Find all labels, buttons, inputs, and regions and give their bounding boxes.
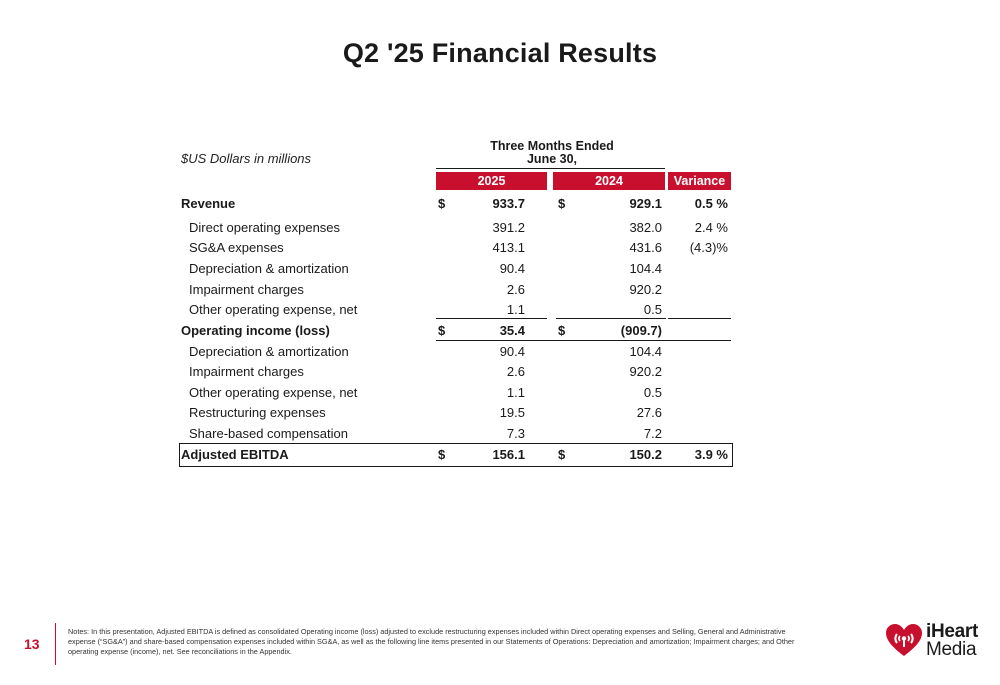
- value-2024: 0.5: [643, 385, 662, 400]
- table-row: [0, 447, 1000, 467]
- table-row: [0, 405, 1000, 425]
- rule-opinc-top-var: [668, 318, 731, 319]
- value-2024: 382.0: [629, 220, 662, 235]
- value-2025: 933.7: [492, 196, 525, 211]
- value-2025: 156.1: [492, 447, 525, 462]
- rule-opinc-top-2024: [556, 318, 666, 319]
- row-label: Impairment charges: [189, 282, 304, 297]
- table-row: [0, 282, 1000, 302]
- rule-ebitda-top: [179, 443, 733, 444]
- table-row: [0, 344, 1000, 364]
- row-label: Operating income (loss): [181, 323, 330, 338]
- row-label: Share-based compensation: [189, 426, 348, 441]
- value-2024: 431.6: [629, 240, 662, 255]
- row-label: Other operating expense, net: [189, 302, 358, 317]
- value-2024: 920.2: [629, 282, 662, 297]
- period-header-rule: [436, 168, 665, 169]
- value-2025: 2.6: [506, 282, 525, 297]
- value-2025: 90.4: [499, 344, 525, 359]
- value-2024: 0.5: [643, 302, 662, 317]
- period-header: [440, 140, 664, 166]
- value-2025: 19.5: [499, 405, 525, 420]
- value-2025: 7.3: [506, 426, 525, 441]
- page-number: 13: [24, 636, 40, 652]
- value-2024: 104.4: [629, 261, 662, 276]
- rule-ebitda-left: [179, 443, 180, 466]
- value-variance: 2.4 %: [694, 220, 728, 235]
- row-label: Direct operating expenses: [189, 220, 341, 235]
- currency-symbol-2024: $: [558, 196, 566, 211]
- value-variance: 3.9 %: [694, 447, 728, 462]
- value-2025: 391.2: [492, 220, 525, 235]
- period-header-line2: June 30,: [526, 152, 578, 166]
- page-title: Q2 '25 Financial Results: [342, 38, 658, 68]
- table-row: [0, 364, 1000, 384]
- value-2024: 150.2: [629, 447, 662, 462]
- value-2025: 2.6: [506, 364, 525, 379]
- row-label: Restructuring expenses: [189, 405, 326, 420]
- value-2024: 7.2: [643, 426, 662, 441]
- iheartmedia-logo: [884, 621, 984, 663]
- column-header-2025: 2025: [436, 172, 547, 190]
- rule-ebitda-bottom: [179, 466, 733, 467]
- value-2024: 27.6: [636, 405, 662, 420]
- table-row: [0, 261, 1000, 281]
- footer-divider: [55, 623, 56, 665]
- value-2025: 90.4: [499, 261, 525, 276]
- column-header-2024: 2024: [553, 172, 665, 190]
- currency-symbol-2024: $: [558, 323, 566, 338]
- row-label: Other operating expense, net: [189, 385, 358, 400]
- currency-symbol-2025: $: [438, 447, 446, 462]
- value-variance: 0.5 %: [694, 196, 728, 211]
- value-2024: 104.4: [629, 344, 662, 359]
- table-row: [0, 302, 1000, 322]
- row-label: Impairment charges: [189, 364, 304, 379]
- table-row: [0, 240, 1000, 260]
- row-label: Depreciation & amortization: [189, 344, 349, 359]
- row-label: Depreciation & amortization: [189, 261, 349, 276]
- rule-opinc-bottom: [436, 340, 731, 341]
- table-row: [0, 385, 1000, 405]
- period-header-line1: Three Months Ended: [490, 139, 614, 153]
- rule-opinc-top-2025: [436, 318, 547, 319]
- column-header-variance: Variance: [668, 172, 731, 190]
- table-row: [0, 196, 1000, 216]
- row-label: Revenue: [181, 196, 236, 211]
- logo-text-media: Media: [926, 639, 977, 660]
- row-label: Adjusted EBITDA: [181, 447, 289, 462]
- value-2025: 35.4: [499, 323, 525, 338]
- value-2025: 1.1: [506, 385, 525, 400]
- footer-notes: Notes: In this presentation, Adjusted EBITDA is defined as consolidated Operating income (loss) adjusted to exclude restructuring expenses included within Direct operating expenses and Selling, General and Administrative expense (“SG&A”) and share-based compensation expenses included within SG&A, as well as the following line items presented in our Statements of Operations: Depreciation and amortization; Impairment charges; and Other operating expense (income), net. See reconciliations in the Appendix.: [68, 627, 795, 656]
- value-2025: 413.1: [492, 240, 525, 255]
- table-row: [0, 220, 1000, 240]
- currency-symbol-2025: $: [438, 323, 446, 338]
- value-variance: (4.3)%: [689, 240, 728, 255]
- iheart-logo-icon: [884, 623, 924, 659]
- value-2025: 1.1: [506, 302, 525, 317]
- units-label: $US Dollars in millions: [181, 151, 312, 166]
- value-2024: (909.7): [620, 323, 662, 338]
- rule-ebitda-right: [732, 443, 733, 467]
- logo-text-iheart: iHeart: [926, 621, 979, 642]
- value-2024: 920.2: [629, 364, 662, 379]
- value-2024: 929.1: [629, 196, 662, 211]
- row-label: SG&A expenses: [189, 240, 284, 255]
- currency-symbol-2025: $: [438, 196, 446, 211]
- currency-symbol-2024: $: [558, 447, 566, 462]
